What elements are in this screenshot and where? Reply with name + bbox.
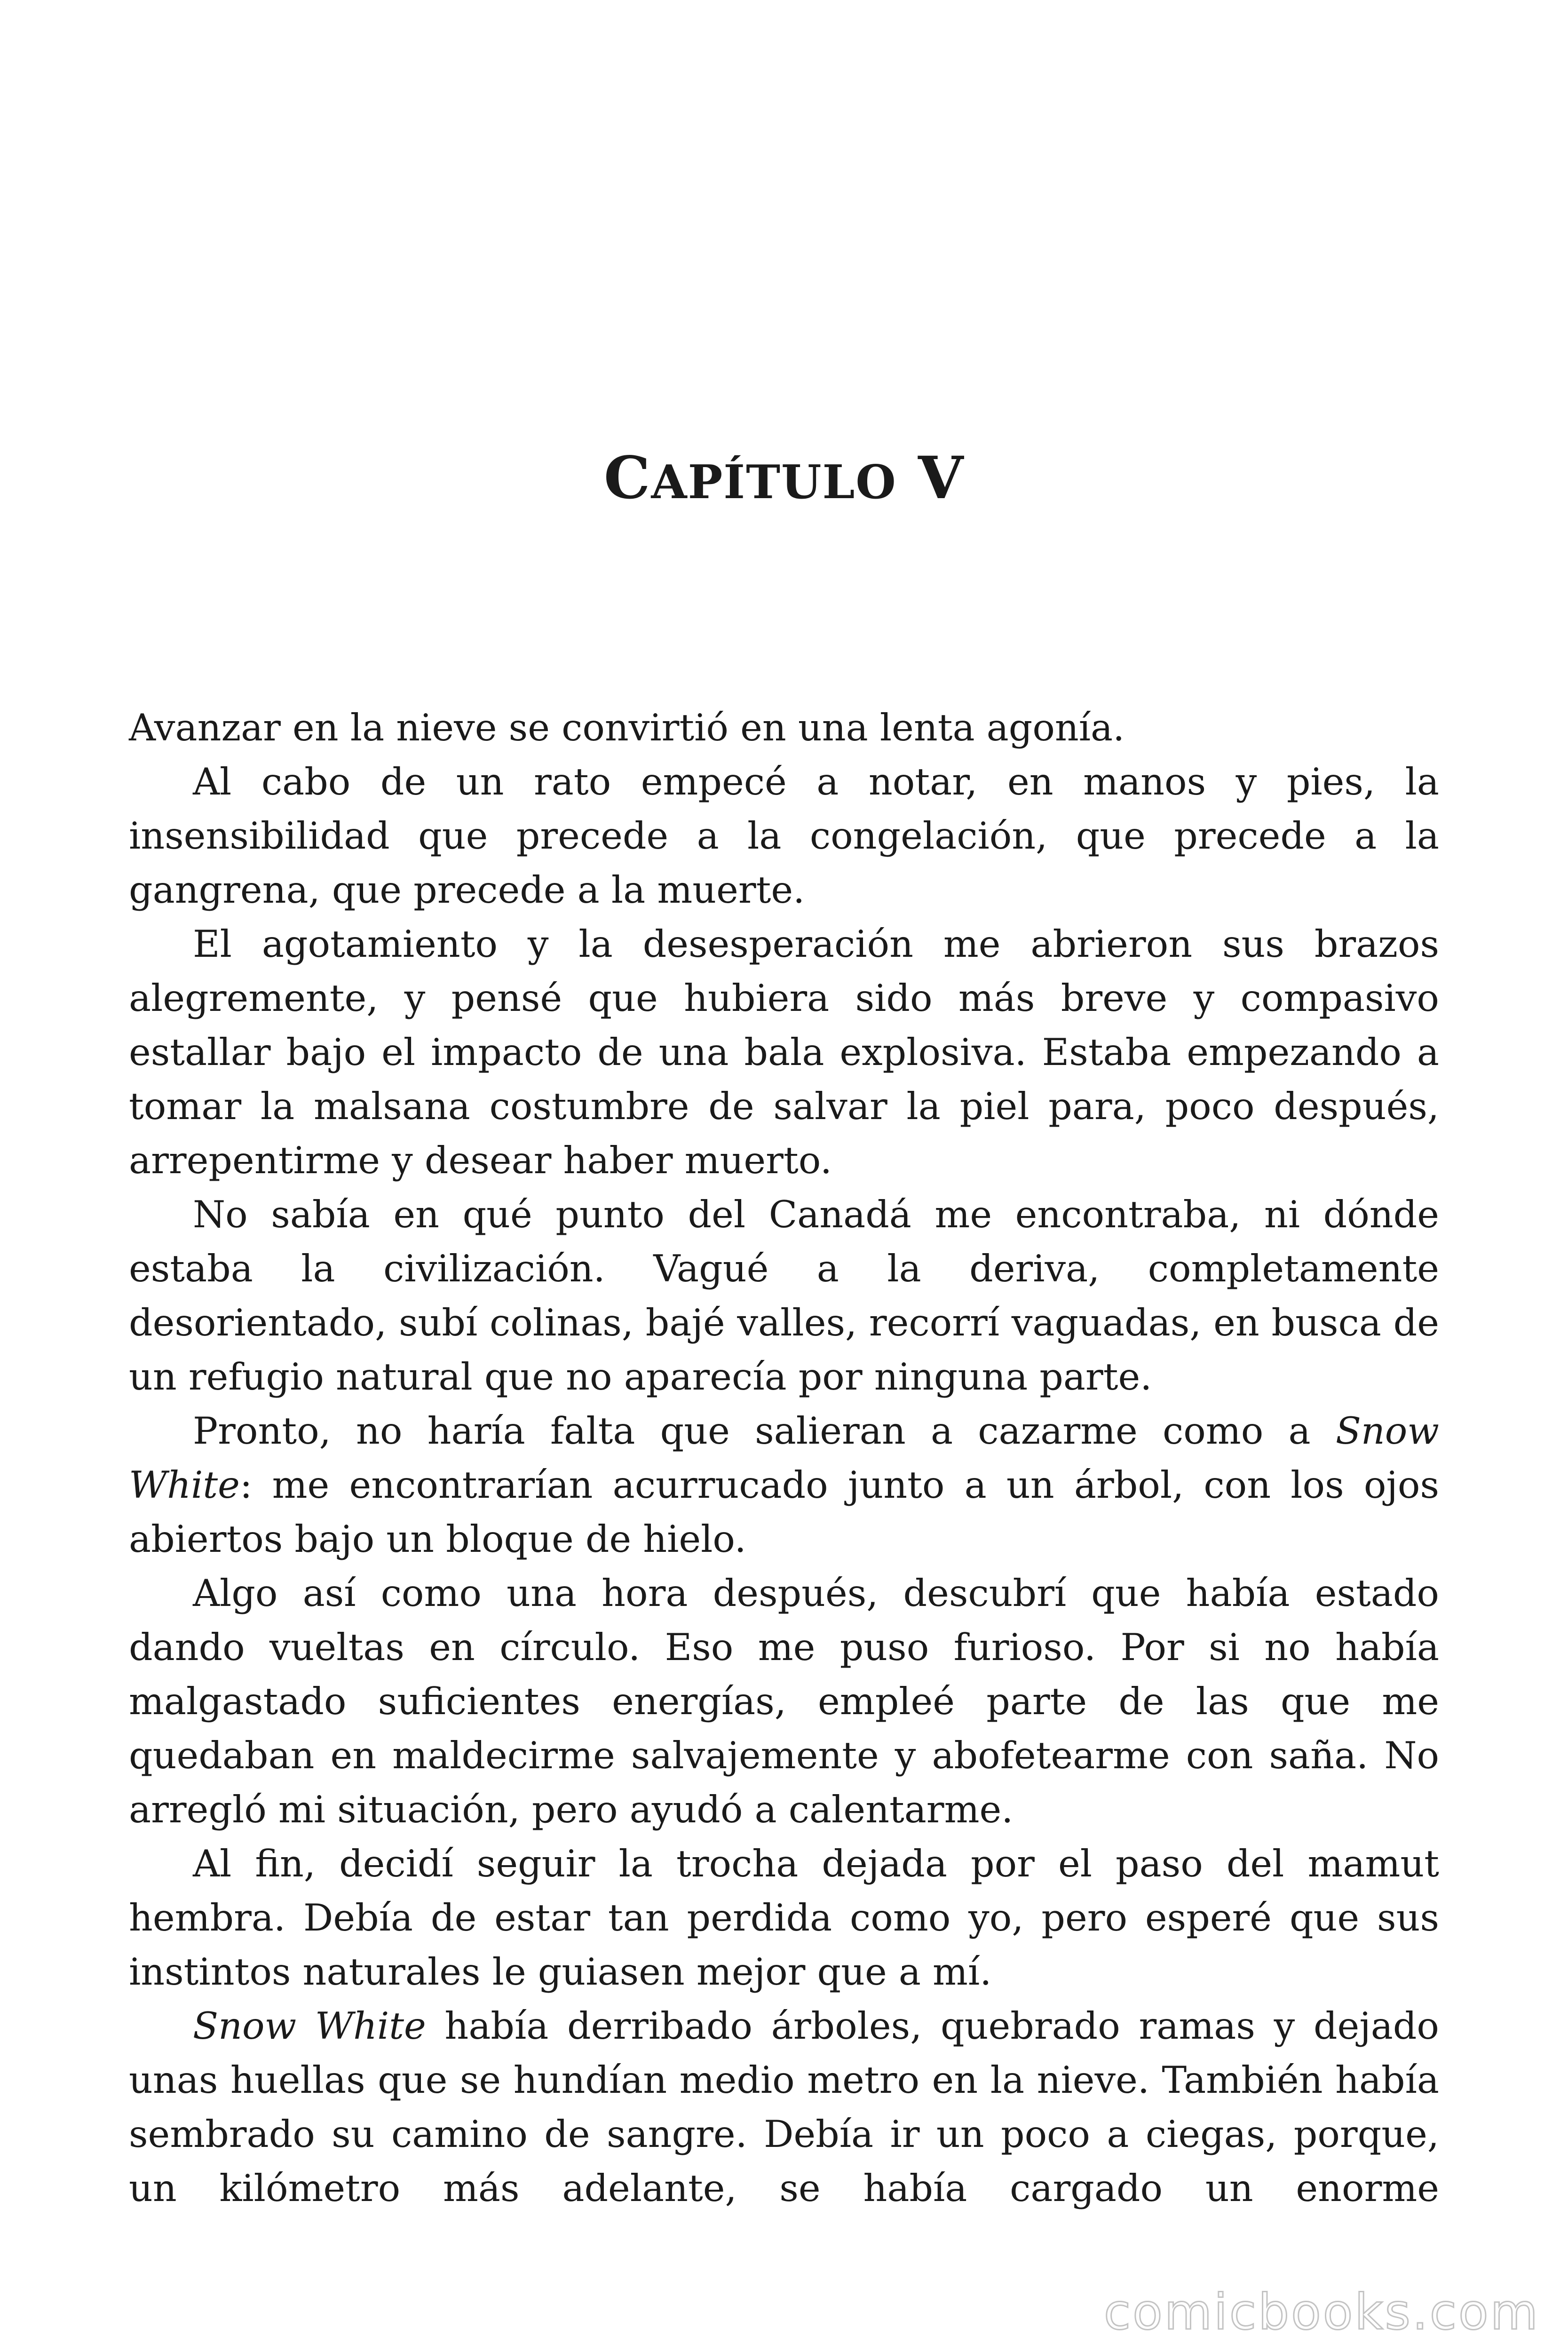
chapter-number: V (918, 444, 965, 512)
paragraph-5-text-a: Pronto, no haría falta que salieran a cazarme como a (193, 1409, 1336, 1453)
chapter-title-rest: APÍTULO (651, 455, 897, 509)
paragraph-6: Algo así como una hora después, descubrí que había estado dando vueltas en círculo. Eso me puso furioso. Por si no había malgastado suficientes energías, empleé parte de las que me quedaban en maldecirme salvajemente y abofetearme con saña. No arregló mi situación, pero ayudó a calentarme. (129, 1572, 1439, 1831)
chapter-body (129, 701, 1439, 2216)
paragraph-1: Avanzar en la nieve se convirtió en una lenta agonía. (129, 706, 1125, 749)
paragraph-8-emphasis: Snow White (193, 2004, 426, 2048)
chapter-title (0, 444, 1568, 512)
paragraph-7: Al fin, decidí seguir la trocha dejada por el paso del mamut hembra. Debía de estar tan perdida como yo, pero esperé que sus instintos naturales le guiasen mejor que a mí. (129, 1842, 1439, 1994)
paragraph-8 (129, 1999, 1439, 2216)
paragraph-5-emphasis: Snow White (129, 1409, 1439, 1507)
chapter-title-initial: C (603, 444, 651, 512)
paragraph-2: Al cabo de un rato empecé a notar, en manos y pies, la insensibilidad que precede a la congelación, que precede a la gangrena, que precede a la muerte. (129, 760, 1439, 912)
paragraph-5 (129, 1404, 1439, 1566)
paragraph-4: No sabía en qué punto del Canadá me encontraba, ni dónde estaba la civilización. Vagué a la deriva, completamente desorientado, subí colinas, bajé valles, recorrí vaguadas, en busca de un refugio natural que no aparecía por ninguna parte. (129, 1193, 1439, 1398)
paragraph-3: El agotamiento y la desesperación me abrieron sus brazos alegremente, y pensé que hubiera sido más breve y compasivo estallar bajo el impacto de una bala explosiva. Estaba empezando a tomar la malsana costumbre de salvar la piel para, poco después, arrepentirme y desear haber muerto. (129, 922, 1439, 1182)
paragraph-8-text: había derribado árboles, quebrado ramas y dejado unas huellas que se hundían medio metro en la nieve. También había sembrado su camino de sangre. Debía ir un poco a ciegas, porque, un kilómetro más adelante, se había cargado un enorme (129, 2004, 1439, 2210)
site-watermark: comicbooks.com (1103, 2283, 1540, 2341)
paragraph-5-text-b: : me encontrarían acurrucado junto a un árbol, con los ojos abiertos bajo un bloque de hielo. (129, 1463, 1439, 1561)
